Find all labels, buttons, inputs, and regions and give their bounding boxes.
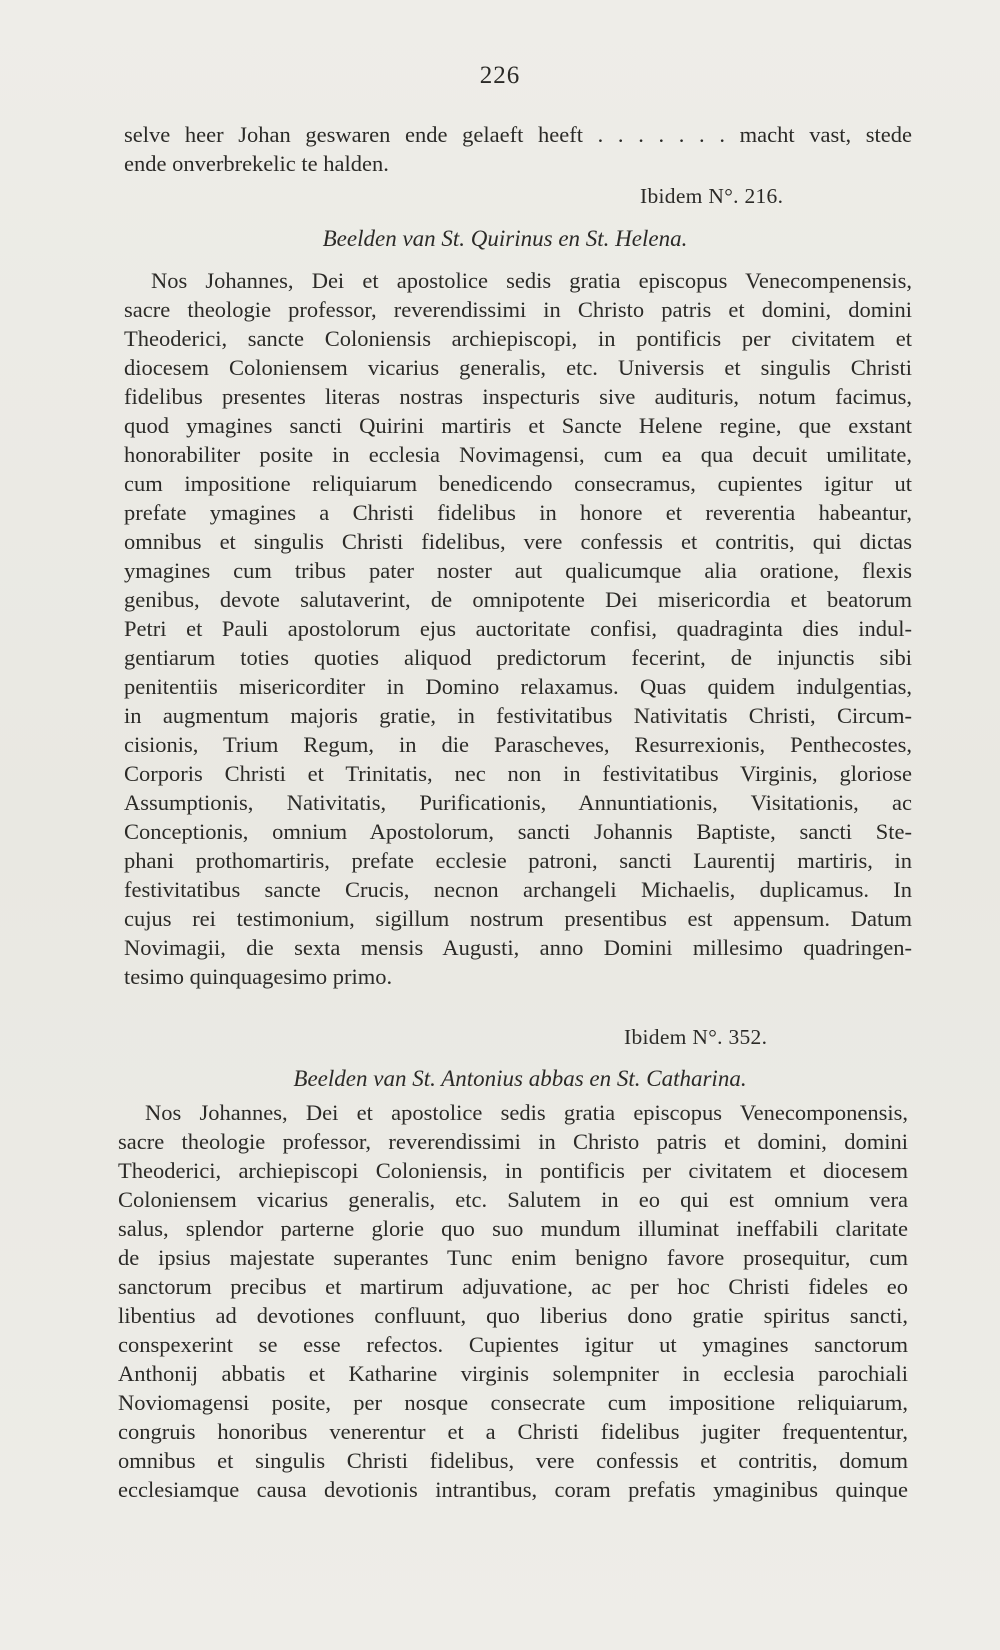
text-line: omnibus et singulis Christi fidelibus, vere confessis et contritis, qui dictas bbox=[124, 529, 912, 554]
text-line: cisionis, Trium Regum, in die Parascheves, Resurrexionis, Penthecostes, bbox=[124, 732, 912, 757]
text-line: salus, splendor parterne glorie quo suo mundum illuminat ineffabili claritate bbox=[118, 1216, 908, 1241]
text-line: honorabiliter posite in ecclesia Novimagensi, cum ea qua decuit umilitate, bbox=[124, 442, 912, 467]
text-line: conspexerint se esse refectos. Cupientes igitur ut ymagines sanctorum bbox=[118, 1332, 908, 1357]
text-line: prefate ymagines a Christi fidelibus in honore et reverentia habeantur, bbox=[124, 500, 912, 525]
text-line: Assumptionis, Nativitatis, Purificationis, Annuntiationis, Visitationis, ac bbox=[124, 790, 912, 815]
text-line: Conceptionis, omnium Apostolorum, sancti Johannis Baptiste, sancti Ste- bbox=[124, 819, 912, 844]
text-line: in augmentum majoris gratie, in festivitatibus Nativitatis Christi, Circum- bbox=[124, 703, 912, 728]
text-line: sacre theologie professor, reverendissimi in Christo patris et domini, domini bbox=[118, 1129, 908, 1154]
text-line: quod ymagines sancti Quirini martiris et Sancte Helene regine, que exstant bbox=[124, 413, 912, 438]
text-line: libentius ad devotiones confluunt, quo liberius dono gratie spiritus sancti, bbox=[118, 1303, 908, 1328]
text-line: de ipsius majestate superantes Tunc enim benigno favore prosequitur, cum bbox=[118, 1245, 908, 1270]
text-line: tesimo quinquagesimo primo. bbox=[124, 964, 393, 989]
text-line: Noviomagensi posite, per nosque consecrate cum impositione reliquiarum, bbox=[118, 1390, 908, 1415]
section-heading: Beelden van St. Antonius abbas en St. Catharina. bbox=[293, 1066, 747, 1091]
text-line: Theoderici, archiepiscopi Coloniensis, in pontificis per civitatem et diocesem bbox=[118, 1158, 908, 1183]
text-line: Coloniensem vicarius generalis, etc. Salutem in eo qui est omnium vera bbox=[118, 1187, 908, 1212]
text-line: congruis honoribus venerentur et a Christi fidelibus jugiter frequententur, bbox=[118, 1419, 908, 1444]
section-1-text bbox=[124, 120, 912, 178]
text-line: Theoderici, sancte Coloniensis archiepiscopi, in pontificis per civitatem et bbox=[124, 326, 912, 351]
text-line: gentiarum toties quoties aliquod predictorum fecerint, de injunctis sibi bbox=[124, 645, 912, 670]
section-heading: Beelden van St. Quirinus en St. Helena. bbox=[322, 226, 688, 251]
text-line: selve heer Johan geswaren ende gelaeft heeft . . . . . . . macht vast, stede bbox=[124, 122, 912, 147]
source-reference: Ibidem N°. 216. bbox=[640, 184, 784, 208]
text-line: fidelibus presentes literas nostras inspecturis sive audituris, notum facimus, bbox=[124, 384, 912, 409]
text-line: Nos Johannes, Dei et apostolice sedis gratia episcopus Venecompenensis, bbox=[151, 268, 912, 293]
text-line: diocesem Coloniensem vicarius generalis, etc. Universis et singulis Christi bbox=[124, 355, 912, 380]
text-line: sacre theologie professor, reverendissimi in Christo patris et domini, domini bbox=[124, 297, 912, 322]
section-2-text bbox=[124, 266, 912, 991]
text-line: cujus rei testimonium, sigillum nostrum presentibus est appensum. Datum bbox=[124, 906, 912, 931]
text-line: Nos Johannes, Dei et apostolice sedis gratia episcopus Venecomponensis, bbox=[145, 1100, 908, 1125]
text-line: Novimagii, die sexta mensis Augusti, anno Domini millesimo quadringen- bbox=[124, 935, 912, 960]
text-line: festivitatibus sancte Crucis, necnon archangeli Michaelis, duplicamus. In bbox=[124, 877, 912, 902]
text-line: Petri et Pauli apostolorum ejus auctoritate confisi, quadraginta dies indul- bbox=[124, 616, 912, 641]
section-3-text bbox=[118, 1098, 908, 1504]
text-line: phani prothomartiris, prefate ecclesie patroni, sancti Laurentij martiris, in bbox=[124, 848, 912, 873]
text-line: Anthonij abbatis et Katharine virginis solempniter in ecclesia parochiali bbox=[118, 1361, 908, 1386]
text-line: penitentiis misericorditer in Domino relaxamus. Quas quidem indulgentias, bbox=[124, 674, 912, 699]
text-line: cum impositione reliquiarum benedicendo consecramus, cupientes igitur ut bbox=[124, 471, 912, 496]
text-line: genibus, devote salutaverint, de omnipotente Dei misericordia et beatorum bbox=[124, 587, 912, 612]
text-line: Corporis Christi et Trinitatis, nec non in festivitatibus Virginis, gloriose bbox=[124, 761, 912, 786]
text-line: omnibus et singulis Christi fidelibus, vere confessis et contritis, domum bbox=[118, 1448, 908, 1473]
source-reference: Ibidem N°. 352. bbox=[624, 1025, 768, 1049]
text-line: ende onverbrekelic te halden. bbox=[124, 151, 389, 176]
text-line: ymagines cum tribus pater noster aut qualicumque alia oratione, flexis bbox=[124, 558, 912, 583]
page-number: 226 bbox=[479, 62, 521, 89]
text-line: ecclesiamque causa devotionis intrantibus, coram prefatis ymaginibus quinque bbox=[118, 1477, 908, 1502]
text-line: sanctorum precibus et martirum adjuvatione, ac per hoc Christi fideles eo bbox=[118, 1274, 908, 1299]
